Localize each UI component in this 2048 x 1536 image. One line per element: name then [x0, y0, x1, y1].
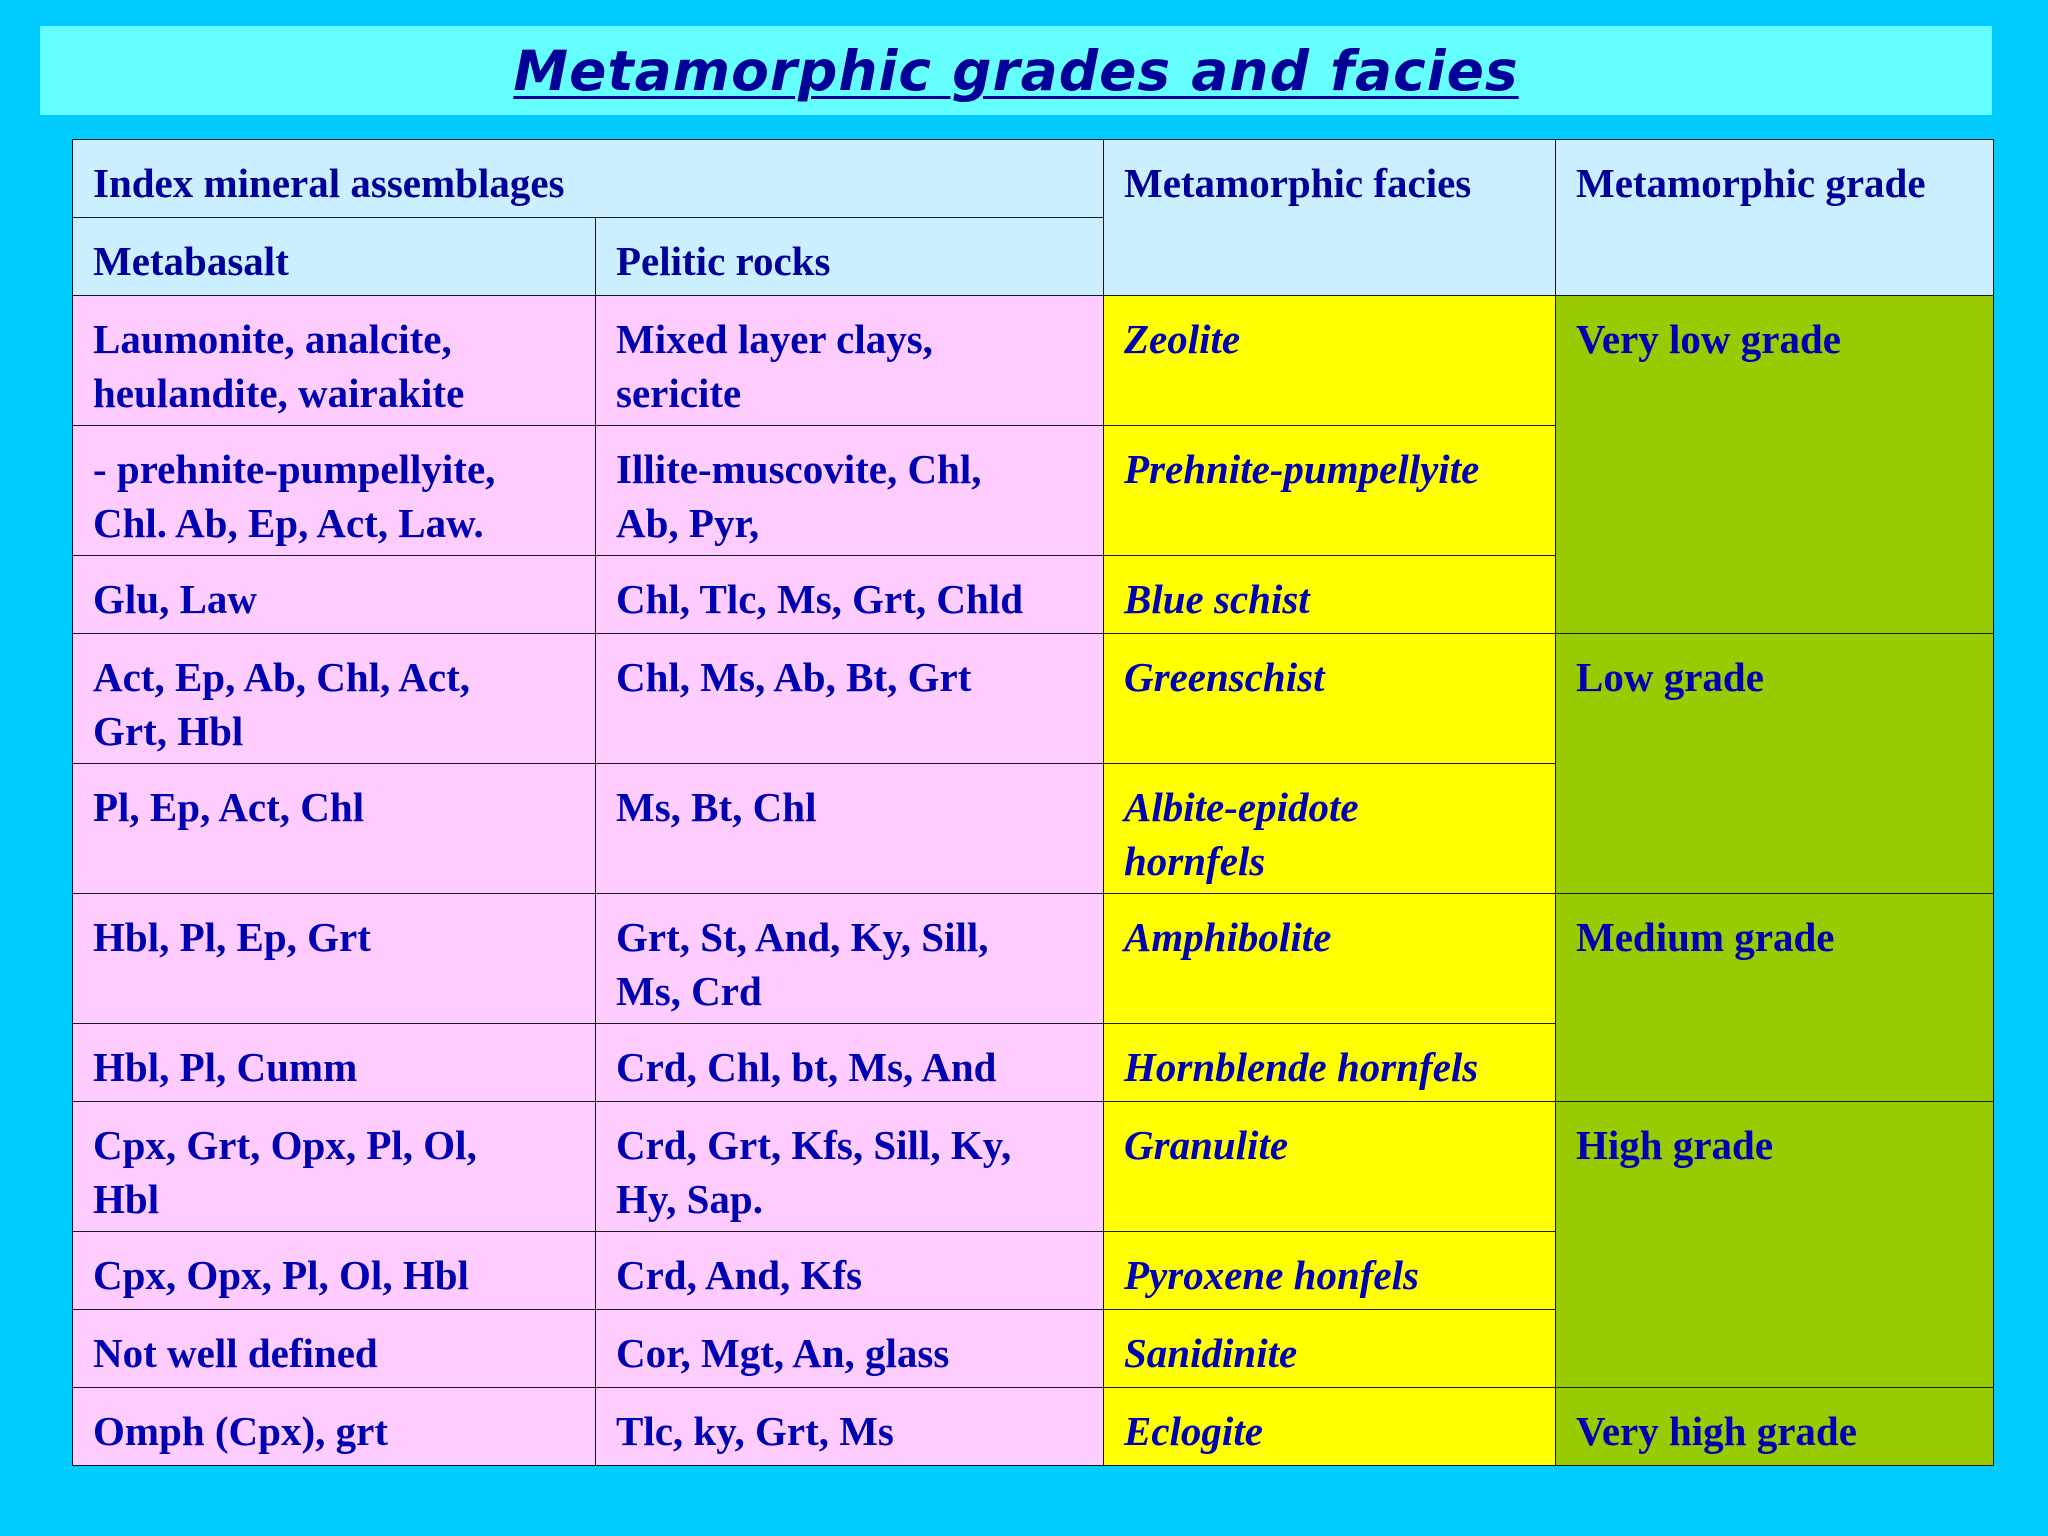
metabasalt-cell: Hbl, Pl, Cumm	[73, 1024, 596, 1102]
metabasalt-cell: Pl, Ep, Act, Chl	[73, 764, 596, 894]
grade-cell: High grade	[1556, 1102, 1994, 1388]
facies-cell: Albite-epidote hornfels	[1104, 764, 1556, 894]
pelitic-cell: Mixed layer clays, sericite	[596, 296, 1104, 426]
pelitic-cell: Cor, Mgt, An, glass	[596, 1310, 1104, 1388]
facies-cell: Eclogite	[1104, 1388, 1556, 1466]
facies-cell: Sanidinite	[1104, 1310, 1556, 1388]
page-title: Metamorphic grades and facies	[513, 38, 1519, 103]
grade-cell: Low grade	[1556, 634, 1994, 894]
grade-cell: Very high grade	[1556, 1388, 1994, 1466]
grade-cell: Medium grade	[1556, 894, 1994, 1102]
facies-cell: Blue schist	[1104, 556, 1556, 634]
facies-cell: Granulite	[1104, 1102, 1556, 1232]
facies-table	[72, 139, 1994, 1466]
index-minerals-header: Index mineral assemblages	[73, 140, 1104, 218]
metabasalt-cell: Omph (Cpx), grt	[73, 1388, 596, 1466]
table-row	[73, 894, 1994, 1024]
table-row	[73, 1102, 1994, 1232]
metabasalt-cell: Laumonite, analcite, heulandite, wairakite	[73, 296, 596, 426]
facies-cell: Pyroxene honfels	[1104, 1232, 1556, 1310]
pelitic-cell: Ms, Bt, Chl	[596, 764, 1104, 894]
pelitic-cell: Illite-muscovite, Chl, Ab, Pyr,	[596, 426, 1104, 556]
metabasalt-cell: Cpx, Grt, Opx, Pl, Ol, Hbl	[73, 1102, 596, 1232]
header-row	[73, 140, 1994, 218]
metabasalt-cell: Cpx, Opx, Pl, Ol, Hbl	[73, 1232, 596, 1310]
metabasalt-cell: Not well defined	[73, 1310, 596, 1388]
pelitic-cell: Crd, And, Kfs	[596, 1232, 1104, 1310]
metabasalt-header: Metabasalt	[73, 218, 596, 296]
facies-cell: Prehnite-pumpellyite	[1104, 426, 1556, 556]
facies-cell: Greenschist	[1104, 634, 1556, 764]
table-row	[73, 1388, 1994, 1466]
title-banner	[40, 26, 1992, 115]
pelitic-cell: Chl, Tlc, Ms, Grt, Chld	[596, 556, 1104, 634]
facies-header: Metamorphic facies	[1104, 140, 1556, 296]
grade-header: Metamorphic grade	[1556, 140, 1994, 296]
facies-cell: Hornblende hornfels	[1104, 1024, 1556, 1102]
pelitic-cell: Crd, Grt, Kfs, Sill, Ky, Hy, Sap.	[596, 1102, 1104, 1232]
table-row	[73, 634, 1994, 764]
metabasalt-cell: Glu, Law	[73, 556, 596, 634]
pelitic-cell: Chl, Ms, Ab, Bt, Grt	[596, 634, 1104, 764]
pelitic-header: Pelitic rocks	[596, 218, 1104, 296]
metabasalt-cell: Hbl, Pl, Ep, Grt	[73, 894, 596, 1024]
pelitic-cell: Crd, Chl, bt, Ms, And	[596, 1024, 1104, 1102]
pelitic-cell: Tlc, ky, Grt, Ms	[596, 1388, 1104, 1466]
facies-cell: Amphibolite	[1104, 894, 1556, 1024]
metabasalt-cell: - prehnite-pumpellyite, Chl. Ab, Ep, Act, Law.	[73, 426, 596, 556]
facies-cell: Zeolite	[1104, 296, 1556, 426]
grade-cell: Very low grade	[1556, 296, 1994, 634]
metabasalt-cell: Act, Ep, Ab, Chl, Act, Grt, Hbl	[73, 634, 596, 764]
table-row	[73, 296, 1994, 426]
pelitic-cell: Grt, St, And, Ky, Sill, Ms, Crd	[596, 894, 1104, 1024]
